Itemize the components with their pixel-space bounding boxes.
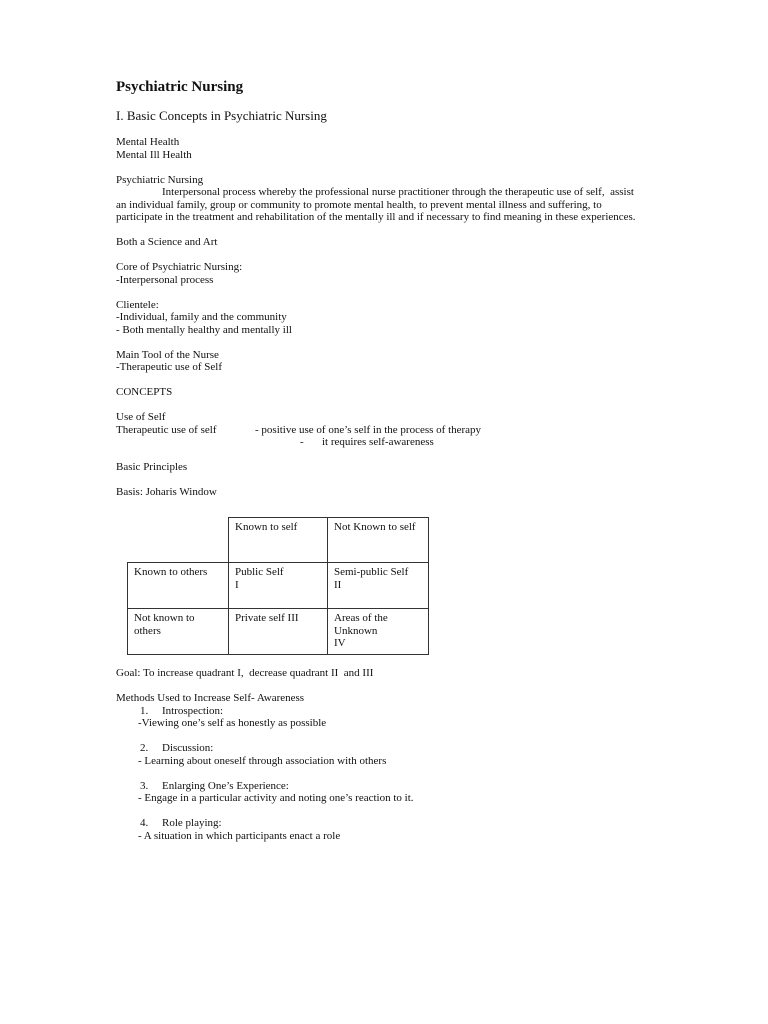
- concepts-heading: CONCEPTS: [116, 386, 173, 398]
- therapeutic-label: Therapeutic use of self: [116, 423, 217, 436]
- use-of-self-label: Use of Self: [116, 411, 166, 423]
- basis-label: Basis: Joharis Window: [116, 486, 217, 498]
- section-heading: I. Basic Concepts in Psychiatric Nursing: [116, 108, 327, 123]
- basic-principles-label: Basic Principles: [116, 461, 188, 473]
- johari-unknown: Areas of the Unknown IV: [328, 609, 429, 655]
- list-item: [116, 817, 636, 830]
- goal-text: Goal: To increase quadrant I, decrease quadrant II and III: [116, 667, 374, 679]
- list-number: 3.: [140, 779, 149, 792]
- johari-row-not-known-to-others: Not known to others: [128, 609, 229, 655]
- document-title: Psychiatric Nursing: [116, 79, 244, 95]
- therapeutic-dash: -: [300, 436, 304, 448]
- method-description: - Engage in a particular activity and noting one’s reaction to it.: [138, 792, 414, 804]
- johari-row-known-to-others: Known to others: [128, 563, 229, 609]
- tool-item: -Therapeutic use of Self: [116, 361, 222, 373]
- clientele-item-1: -Individual, family and the community: [116, 311, 287, 323]
- psych-nursing-label: Psychiatric Nursing: [116, 173, 204, 186]
- method-description: -Viewing one’s self as honestly as possible: [138, 717, 327, 729]
- johari-header-not-known-to-self: Not Known to self: [328, 517, 429, 563]
- core-label: Core of Psychiatric Nursing:: [116, 261, 243, 273]
- therapeutic-def-2: it requires self-awareness: [322, 436, 434, 448]
- list-number: 4.: [140, 817, 149, 829]
- list-number: 1.: [140, 704, 149, 717]
- johari-corner-cell: [128, 517, 229, 563]
- method-name: Enlarging One’s Experience:: [162, 779, 289, 792]
- list-item: [116, 705, 636, 718]
- clientele-item-2: - Both mentally healthy and mentally ill: [116, 323, 292, 336]
- method-description: - A situation in which participants enact a role: [138, 829, 341, 842]
- therapeutic-row: [116, 424, 636, 437]
- johari-header-known-to-self: Known to self: [229, 517, 328, 563]
- clientele-label: Clientele:: [116, 298, 159, 311]
- johari-private-self: Private self III: [229, 609, 328, 655]
- document-page: [116, 78, 636, 842]
- mental-ill-health-text: Mental Ill Health: [116, 148, 192, 161]
- methods-list: [116, 705, 636, 843]
- method-name: Discussion:: [162, 742, 214, 754]
- method-name: Role playing:: [162, 817, 222, 829]
- johari-window-table: [127, 517, 429, 656]
- tool-label: Main Tool of the Nurse: [116, 348, 219, 361]
- list-number: 2.: [140, 742, 149, 754]
- list-item: [116, 780, 636, 793]
- johari-semi-public-self: Semi-public Self II: [328, 563, 429, 609]
- mental-health-text: Mental Health: [116, 136, 180, 148]
- method-name: Introspection:: [162, 704, 224, 717]
- methods-label: Methods Used to Increase Self- Awareness: [116, 692, 305, 704]
- method-description: - Learning about oneself through association with others: [138, 754, 387, 767]
- list-item: [116, 742, 636, 755]
- science-art-text: Both a Science and Art: [116, 236, 218, 248]
- johari-public-self: Public Self I: [229, 563, 328, 609]
- core-item: -Interpersonal process: [116, 273, 214, 286]
- therapeutic-def-1: - positive use of one’s self in the process of therapy: [255, 423, 482, 436]
- therapeutic-row-2: [116, 436, 636, 449]
- psych-nursing-definition: Interpersonal process whereby the professional nurse practitioner through the therapeutic use of self, assist an individual family, group or community to promote mental health, to prevent mental illness and suffering, to participate in the treatment and rehabilitation of the mentally ill and if necessary to find meaning in these experiences.: [116, 186, 637, 223]
